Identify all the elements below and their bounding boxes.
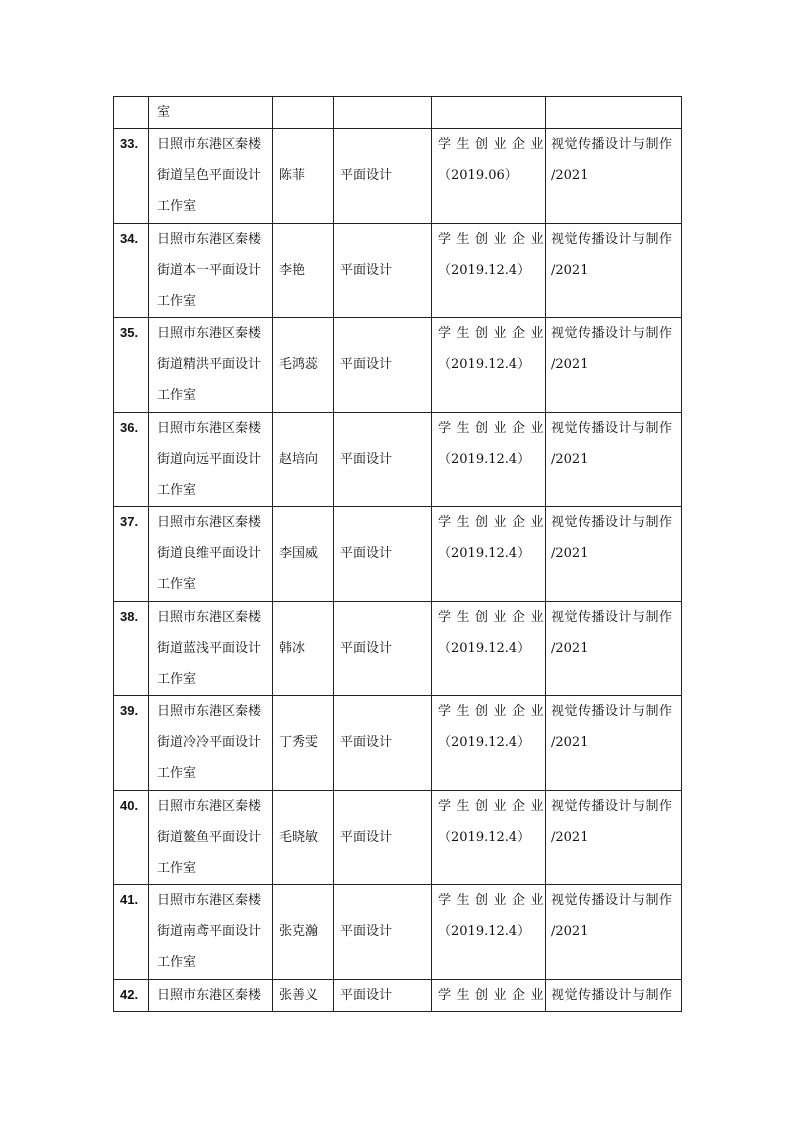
table-row-continued (114, 97, 682, 129)
enterprise-name-line: 工作室 (157, 955, 197, 970)
field-cell: 平面设计 (334, 129, 432, 224)
enterprise-name-line: 日照市东港区秦楼 (157, 893, 262, 908)
field-cell (334, 97, 432, 129)
person-cell: 毛晓敏 (273, 790, 334, 885)
enterprise-name-cell (149, 790, 273, 885)
major-cell (546, 979, 682, 1011)
enterprise-name-line: 工作室 (157, 293, 197, 309)
enterprise-type-cell (432, 507, 550, 602)
table-row (114, 601, 682, 696)
major-cell (546, 412, 682, 507)
enterprise-name-line: 街道向远平面设计 (157, 451, 262, 467)
person-cell: 张克瀚 (273, 885, 334, 980)
graduation-year: /2021 (551, 829, 589, 845)
graduation-year: /2021 (551, 735, 589, 750)
person-cell: 毛鸿蕊 (273, 318, 334, 413)
enterprise-type-text: 学生创业企业 (438, 231, 550, 247)
establish-date: （2019.12.4） (438, 546, 531, 561)
enterprise-type-text: 学生创业企业 (438, 893, 550, 908)
establish-date: （2019.12.4） (438, 357, 531, 372)
graduation-year: /2021 (551, 168, 589, 183)
graduation-year: /2021 (551, 640, 589, 656)
enterprise-type-text: 学生创业企业 (438, 704, 550, 719)
graduation-year: /2021 (551, 451, 589, 467)
person-cell: 李艳 (273, 223, 334, 318)
establish-date: （2019.12.4） (438, 924, 531, 939)
enterprise-name-line: 日照市东港区秦楼 (157, 137, 262, 152)
enterprise-type-text: 学生创业企业 (438, 515, 550, 530)
enterprise-name-line: 街道冷冷平面设计 (157, 735, 262, 750)
person-cell: 张善义 (273, 979, 334, 1011)
enterprise-name-cell (149, 601, 273, 696)
enterprise-name-line: 街道南鸢平面设计 (157, 924, 262, 939)
major-cell (546, 318, 682, 413)
index-cell: 42. (114, 979, 149, 1011)
major-cell (546, 696, 682, 791)
enterprise-name-line: 工作室 (157, 860, 197, 876)
major-text: 视觉传播设计与制作 (551, 704, 673, 719)
enterprise-type-text: 学生创业企业 (438, 326, 550, 341)
enterprise-name-line: 工作室 (157, 199, 197, 214)
table-row (114, 885, 682, 980)
enterprise-name-cell (149, 97, 273, 129)
enterprise-type-text: 学生创业企业 (438, 137, 550, 152)
major-text: 视觉传播设计与制作 (551, 893, 673, 908)
enterprise-type-text: 学生创业企业 (438, 987, 550, 1003)
enterprise-name-cell (149, 696, 273, 791)
graduation-year: /2021 (551, 262, 589, 278)
establish-date: （2019.12.4） (438, 451, 531, 467)
enterprise-type-text: 学生创业企业 (438, 420, 550, 436)
enterprise-name-cell (149, 885, 273, 980)
enterprise-type-cell (432, 979, 550, 1011)
enterprise-name-cell (149, 507, 273, 602)
field-cell: 平面设计 (334, 979, 432, 1011)
enterprise-name-line: 街道良维平面设计 (157, 546, 262, 561)
index-cell: 39. (114, 696, 149, 791)
enterprise-name-line: 日照市东港区秦楼 (157, 326, 262, 341)
enterprise-type-cell (432, 601, 550, 696)
enterprise-name-line: 日照市东港区秦楼 (157, 609, 262, 625)
major-cell (546, 885, 682, 980)
enterprise-type-text: 学生创业企业 (438, 798, 550, 814)
graduation-year: /2021 (551, 924, 589, 939)
type-cell (432, 97, 546, 129)
major-text: 视觉传播设计与制作 (551, 515, 673, 530)
field-cell: 平面设计 (334, 507, 432, 602)
major-text: 视觉传播设计与制作 (551, 231, 673, 247)
table-row (114, 412, 682, 507)
table-row (114, 223, 682, 318)
field-cell: 平面设计 (334, 696, 432, 791)
field-cell: 平面设计 (334, 318, 432, 413)
enterprise-name-line: 室 (157, 105, 171, 120)
establish-date: （2019.12.4） (438, 262, 531, 278)
enterprise-type-cell (432, 885, 550, 980)
establish-date: （2019.12.4） (438, 829, 531, 845)
enterprise-name-cell (149, 412, 273, 507)
major-text: 视觉传播设计与制作 (551, 987, 673, 1003)
person-cell: 陈菲 (273, 129, 334, 224)
table-row (114, 696, 682, 791)
person-cell: 丁秀雯 (273, 696, 334, 791)
table-row (114, 979, 682, 1011)
index-cell: 33. (114, 129, 149, 224)
table-row (114, 129, 682, 224)
enterprise-name-line: 日照市东港区秦楼 (157, 987, 262, 1003)
enterprise-name-cell (149, 129, 273, 224)
major-cell (546, 223, 682, 318)
major-text: 视觉传播设计与制作 (551, 137, 673, 152)
major-text: 视觉传播设计与制作 (551, 609, 673, 625)
major-text: 视觉传播设计与制作 (551, 798, 673, 814)
enterprise-name-line: 日照市东港区秦楼 (157, 515, 262, 530)
enterprise-table (113, 96, 682, 1012)
enterprise-name-line: 工作室 (157, 388, 197, 403)
enterprise-name-line: 工作室 (157, 671, 197, 687)
major-text: 视觉传播设计与制作 (551, 326, 673, 341)
enterprise-name-cell (149, 223, 273, 318)
major-cell (546, 790, 682, 885)
table-row (114, 790, 682, 885)
enterprise-name-line: 工作室 (157, 577, 197, 592)
index-cell: 37. (114, 507, 149, 602)
enterprise-type-text: 学生创业企业 (438, 609, 550, 625)
field-cell: 平面设计 (334, 412, 432, 507)
enterprise-type-cell (432, 412, 550, 507)
establish-date: （2019.12.4） (438, 735, 531, 750)
enterprise-type-cell (432, 696, 550, 791)
enterprise-name-cell (149, 979, 273, 1011)
person-cell: 赵培向 (273, 412, 334, 507)
index-cell: 40. (114, 790, 149, 885)
enterprise-name-line: 日照市东港区秦楼 (157, 704, 262, 719)
index-cell: 38. (114, 601, 149, 696)
field-cell: 平面设计 (334, 790, 432, 885)
enterprise-name-cell (149, 318, 273, 413)
person-cell (273, 97, 334, 129)
enterprise-type-cell (432, 223, 550, 318)
establish-date: （2019.12.4） (438, 640, 531, 656)
index-cell: 35. (114, 318, 149, 413)
index-cell: 36. (114, 412, 149, 507)
major-text: 视觉传播设计与制作 (551, 420, 673, 436)
enterprise-name-line: 工作室 (157, 482, 197, 498)
enterprise-type-cell (432, 129, 550, 224)
field-cell: 平面设计 (334, 223, 432, 318)
major-cell (546, 97, 682, 129)
index-cell: 41. (114, 885, 149, 980)
index-cell: 34. (114, 223, 149, 318)
table-body (114, 97, 682, 1012)
graduation-year: /2021 (551, 357, 589, 372)
table-row (114, 507, 682, 602)
index-cell (114, 97, 149, 129)
field-cell: 平面设计 (334, 885, 432, 980)
enterprise-type-cell (432, 790, 550, 885)
person-cell: 李国威 (273, 507, 334, 602)
establish-date: （2019.06） (438, 168, 518, 183)
enterprise-name-line: 街道精洪平面设计 (157, 357, 262, 372)
major-cell (546, 507, 682, 602)
enterprise-name-line: 日照市东港区秦楼 (157, 798, 262, 814)
enterprise-name-line: 街道呈色平面设计 (157, 168, 262, 183)
enterprise-name-line: 街道鳌鱼平面设计 (157, 829, 262, 845)
enterprise-name-line: 日照市东港区秦楼 (157, 231, 262, 247)
major-cell (546, 601, 682, 696)
enterprise-name-line: 街道蓝浅平面设计 (157, 640, 262, 656)
field-cell: 平面设计 (334, 601, 432, 696)
enterprise-type-cell (432, 318, 550, 413)
table-row (114, 318, 682, 413)
person-cell: 韩冰 (273, 601, 334, 696)
enterprise-name-line: 工作室 (157, 766, 197, 781)
enterprise-name-line: 街道本一平面设计 (157, 262, 262, 278)
enterprise-name-line: 日照市东港区秦楼 (157, 420, 262, 436)
major-cell (546, 129, 682, 224)
graduation-year: /2021 (551, 546, 589, 561)
